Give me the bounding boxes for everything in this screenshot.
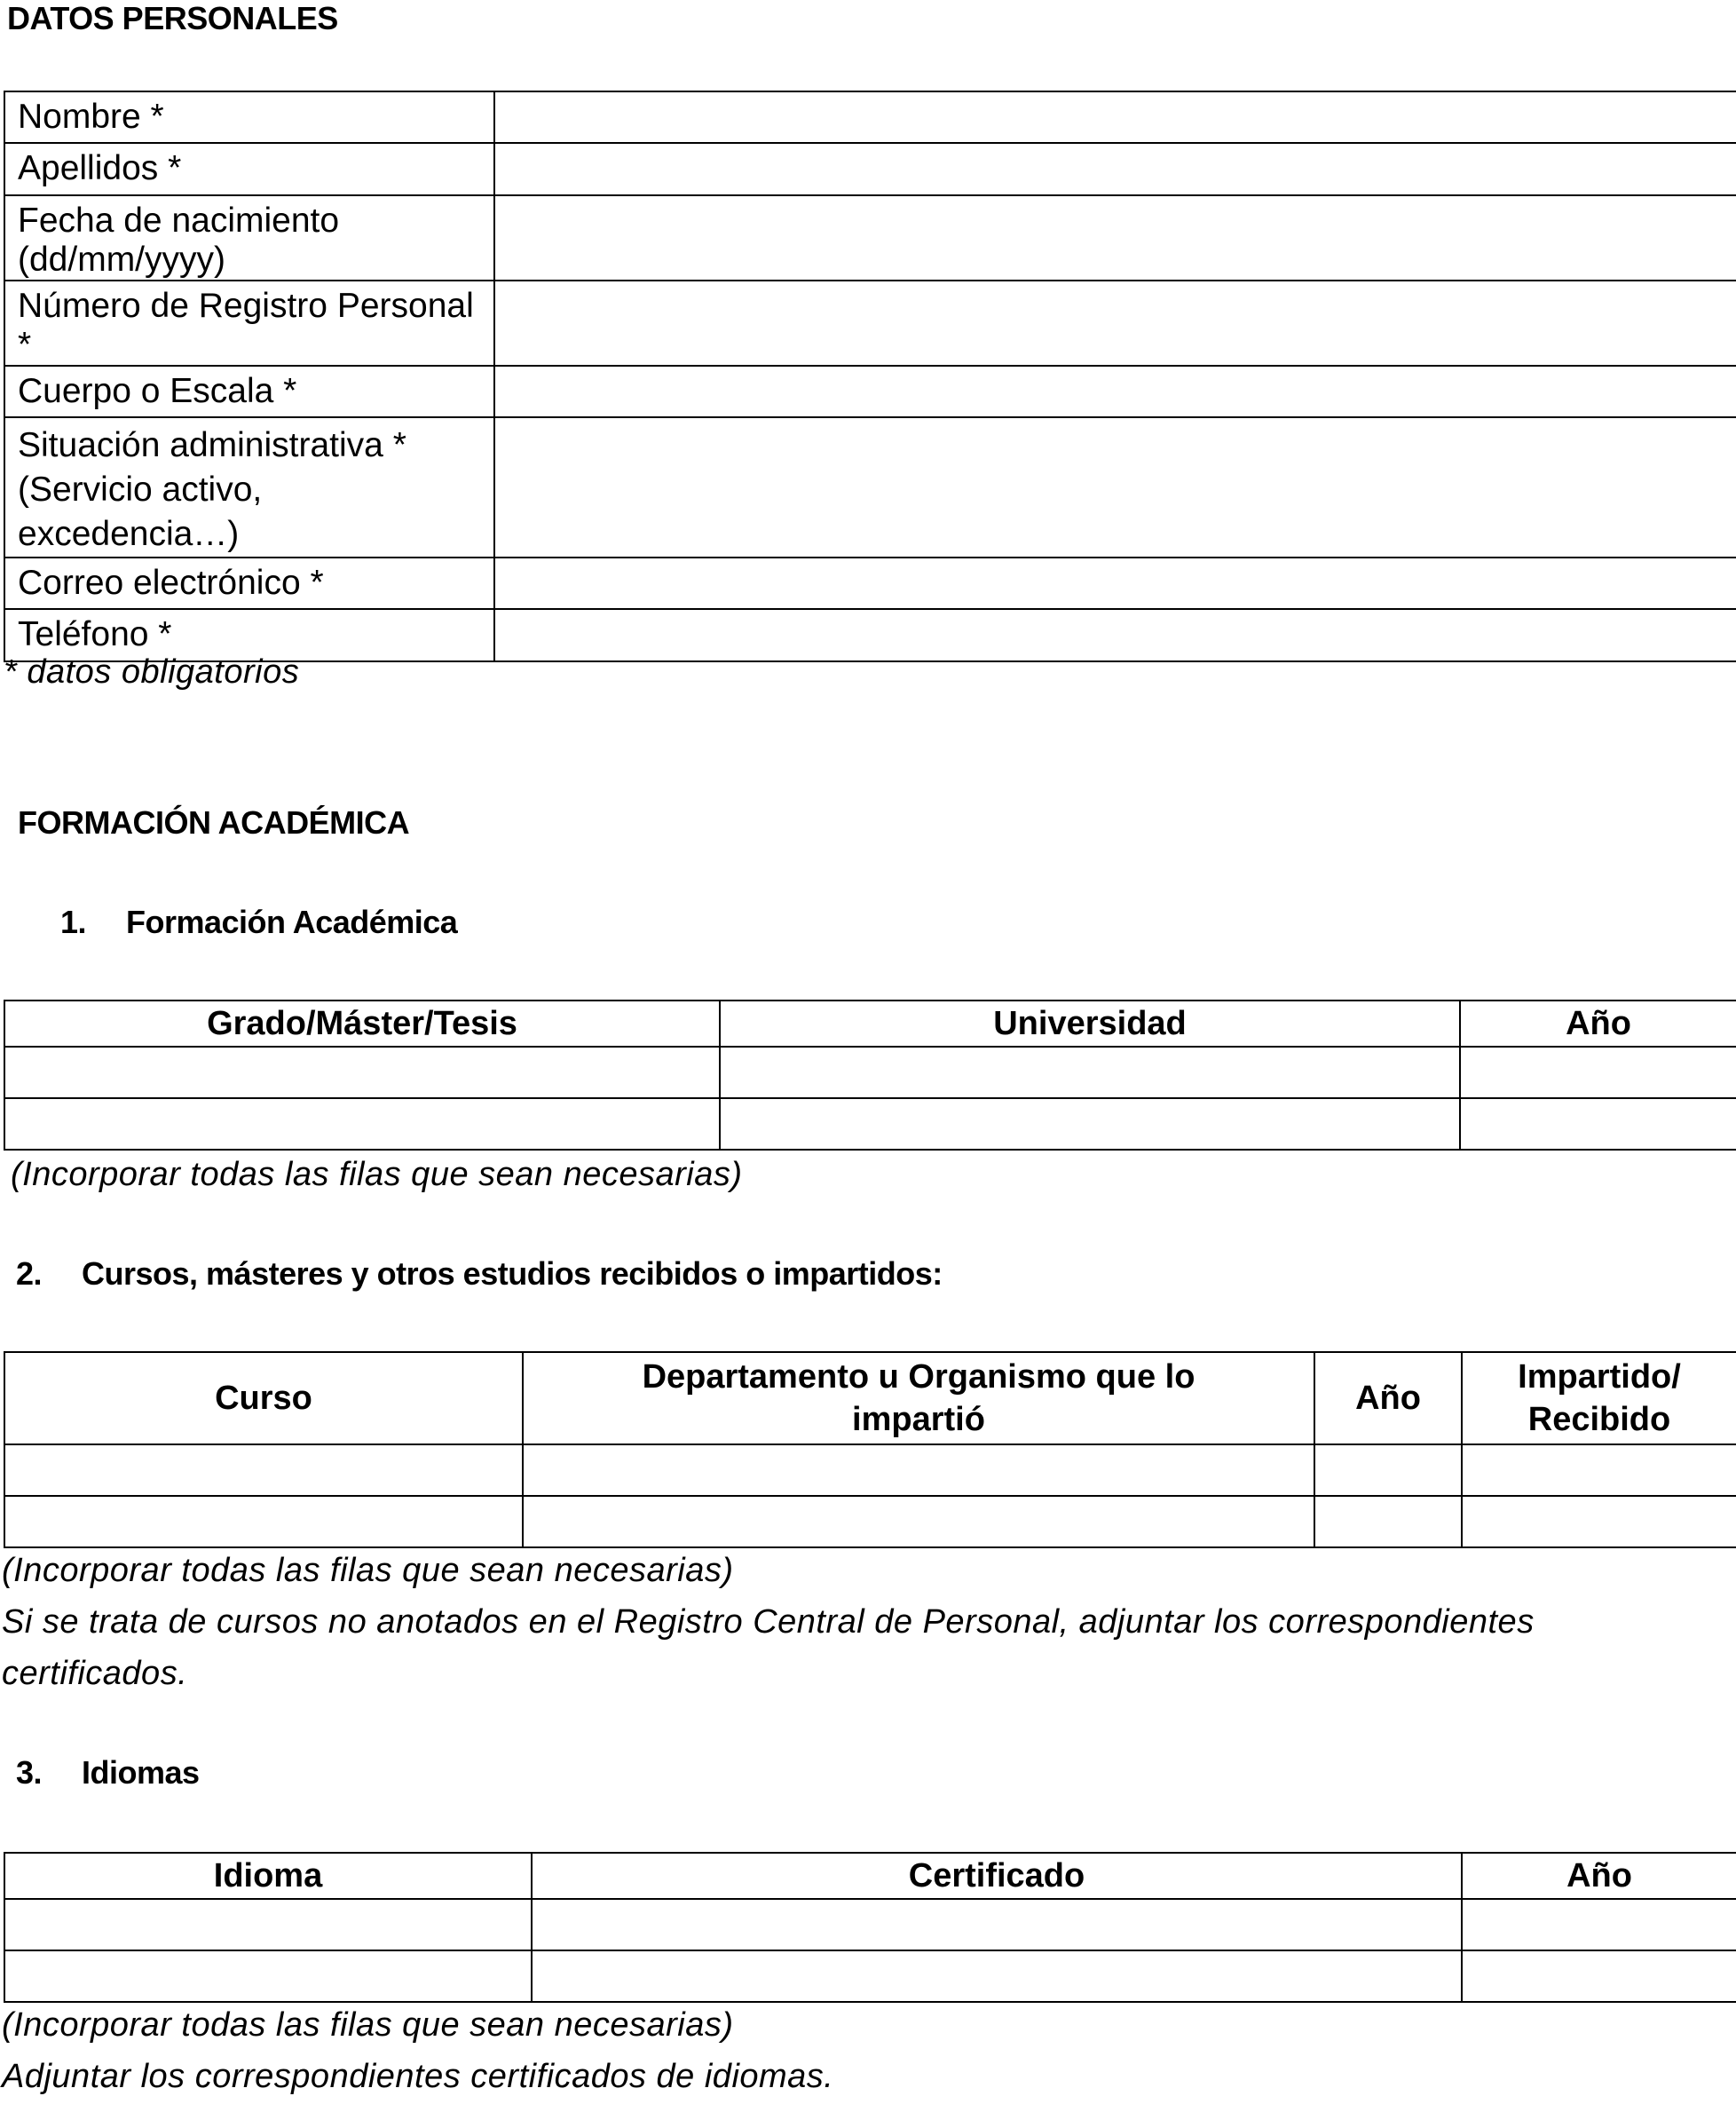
table-cell[interactable] xyxy=(4,1950,532,2002)
table-cell[interactable] xyxy=(4,1047,720,1098)
section-title-datos-personales: DATOS PERSONALES xyxy=(7,0,338,36)
apellidos-input[interactable] xyxy=(495,151,1736,188)
cursos-table xyxy=(4,1351,1736,1548)
column-header: Año xyxy=(1460,1001,1736,1047)
universidad-input[interactable] xyxy=(721,1056,1459,1090)
note-idiomas-certificados: Adjuntar los correspondientes certificados de idiomas. xyxy=(2,2058,834,2095)
subsection-label: Cursos, másteres y otros estudios recibidos o impartidos: xyxy=(82,1255,943,1292)
table-row xyxy=(4,91,1736,143)
table-cell[interactable] xyxy=(1462,1899,1736,1950)
universidad-input[interactable] xyxy=(721,1107,1459,1142)
subsection-label: Formación Académica xyxy=(126,904,458,940)
footnote-datos-obligatorios: * datos obligatorios xyxy=(4,653,300,691)
table-row xyxy=(4,417,1736,558)
field-label-registro-personal: Número de Registro Personal * xyxy=(4,281,494,366)
grado-input[interactable] xyxy=(5,1107,719,1142)
subsection-title-formacion xyxy=(60,904,457,941)
subsection-title-idiomas xyxy=(16,1754,200,1792)
anio-input[interactable] xyxy=(1315,1505,1461,1539)
column-header: Universidad xyxy=(720,1001,1460,1047)
column-header: Certificado xyxy=(532,1853,1462,1899)
subsection-number: 1. xyxy=(60,904,87,940)
table-cell[interactable] xyxy=(720,1047,1460,1098)
fecha-nacimiento-input[interactable] xyxy=(495,219,1736,257)
personal-data-table xyxy=(4,91,1736,662)
table-cell[interactable] xyxy=(1462,1950,1736,2002)
anio-input[interactable] xyxy=(1315,1453,1461,1488)
table-cell[interactable] xyxy=(1462,1444,1736,1496)
table-row xyxy=(4,1098,1736,1150)
field-label-apellidos: Apellidos * xyxy=(4,143,494,195)
field-cell-situacion-administrativa[interactable] xyxy=(494,417,1736,558)
column-header: Año xyxy=(1462,1853,1736,1899)
table-header-row xyxy=(4,1352,1736,1444)
field-cell-nombre[interactable] xyxy=(494,91,1736,143)
column-header: Grado/Máster/Tesis xyxy=(4,1001,720,1047)
table-cell[interactable] xyxy=(4,1444,523,1496)
grado-input[interactable] xyxy=(5,1056,719,1090)
field-cell-cuerpo-escala[interactable] xyxy=(494,366,1736,417)
idioma-input[interactable] xyxy=(5,1959,531,1994)
field-cell-fecha-nacimiento[interactable] xyxy=(494,195,1736,281)
table-cell[interactable] xyxy=(720,1098,1460,1150)
cuerpo-escala-input[interactable] xyxy=(495,373,1736,410)
table-cell[interactable] xyxy=(1314,1444,1462,1496)
table-row xyxy=(4,1047,1736,1098)
field-label-fecha-nacimiento: Fecha de nacimiento (dd/mm/yyyy) xyxy=(4,195,494,281)
subsection-label: Idiomas xyxy=(82,1754,200,1791)
situacion-administrativa-input[interactable] xyxy=(495,469,1736,506)
table-cell[interactable] xyxy=(1460,1098,1736,1150)
table-cell[interactable] xyxy=(523,1496,1314,1547)
table-row xyxy=(4,143,1736,195)
table-row xyxy=(4,366,1736,417)
field-cell-correo[interactable] xyxy=(494,558,1736,609)
table-cell[interactable] xyxy=(523,1444,1314,1496)
anio-input[interactable] xyxy=(1461,1107,1736,1142)
table-row xyxy=(4,281,1736,366)
table-row xyxy=(4,558,1736,609)
note-incorporar-filas: (Incorporar todas las filas que sean necesarias) xyxy=(2,2006,734,2044)
correo-input[interactable] xyxy=(495,565,1736,602)
table-header-row xyxy=(4,1853,1736,1899)
table-row xyxy=(4,1950,1736,2002)
field-label-cuerpo-escala: Cuerpo o Escala * xyxy=(4,366,494,417)
field-cell-registro-personal[interactable] xyxy=(494,281,1736,366)
section-title-formacion-academica: FORMACIÓN ACADÉMICA xyxy=(18,804,410,841)
table-row xyxy=(4,1496,1736,1547)
note-cursos-certificados: Si se trata de cursos no anotados en el Registro Central de Personal, adjuntar los correspondientes xyxy=(2,1603,1535,1641)
table-cell[interactable] xyxy=(532,1950,1462,2002)
impartido-recibido-input[interactable] xyxy=(1463,1505,1736,1539)
organismo-input[interactable] xyxy=(524,1505,1314,1539)
table-cell[interactable] xyxy=(1462,1496,1736,1547)
anio-input[interactable] xyxy=(1463,1959,1736,1994)
table-cell[interactable] xyxy=(1460,1047,1736,1098)
certificado-input[interactable] xyxy=(533,1908,1461,1942)
field-label-situacion-administrativa: Situación administrativa * (Servicio activo, excedencia…) xyxy=(4,417,494,558)
subsection-number: 3. xyxy=(16,1754,43,1791)
column-header: Año xyxy=(1314,1352,1462,1444)
note-incorporar-filas: (Incorporar todas las filas que sean necesarias) xyxy=(11,1156,743,1193)
note-incorporar-filas: (Incorporar todas las filas que sean necesarias) xyxy=(2,1552,734,1589)
field-label-telefono: Teléfono * xyxy=(4,609,494,661)
organismo-input[interactable] xyxy=(524,1453,1314,1488)
column-header: Impartido/ Recibido xyxy=(1462,1352,1736,1444)
subsection-title-cursos xyxy=(16,1255,943,1293)
telefono-input[interactable] xyxy=(495,617,1736,654)
column-header: Idioma xyxy=(4,1853,532,1899)
note-cursos-certificados-cont: certificados. xyxy=(2,1655,188,1692)
idioma-input[interactable] xyxy=(5,1908,531,1942)
anio-input[interactable] xyxy=(1461,1056,1736,1090)
table-row xyxy=(4,1444,1736,1496)
nombre-input[interactable] xyxy=(495,99,1736,136)
field-cell-apellidos[interactable] xyxy=(494,143,1736,195)
table-row xyxy=(4,195,1736,281)
formacion-table xyxy=(4,1000,1736,1151)
certificado-input[interactable] xyxy=(533,1959,1461,1994)
anio-input[interactable] xyxy=(1463,1908,1736,1942)
field-label-correo: Correo electrónico * xyxy=(4,558,494,609)
table-cell[interactable] xyxy=(4,1098,720,1150)
table-header-row xyxy=(4,1001,1736,1047)
table-cell[interactable] xyxy=(4,1496,523,1547)
field-label-nombre: Nombre * xyxy=(4,91,494,143)
column-header: Curso xyxy=(4,1352,523,1444)
field-cell-telefono[interactable] xyxy=(494,609,1736,661)
curso-input[interactable] xyxy=(5,1505,522,1539)
table-cell[interactable] xyxy=(1314,1496,1462,1547)
impartido-recibido-input[interactable] xyxy=(1463,1453,1736,1488)
table-cell[interactable] xyxy=(532,1899,1462,1950)
registro-personal-input[interactable] xyxy=(495,305,1736,342)
column-header: Departamento u Organismo que lo impartió xyxy=(523,1352,1314,1444)
subsection-number: 2. xyxy=(16,1255,43,1292)
table-cell[interactable] xyxy=(4,1899,532,1950)
idiomas-table xyxy=(4,1852,1736,2003)
curso-input[interactable] xyxy=(5,1453,522,1488)
table-row xyxy=(4,1899,1736,1950)
